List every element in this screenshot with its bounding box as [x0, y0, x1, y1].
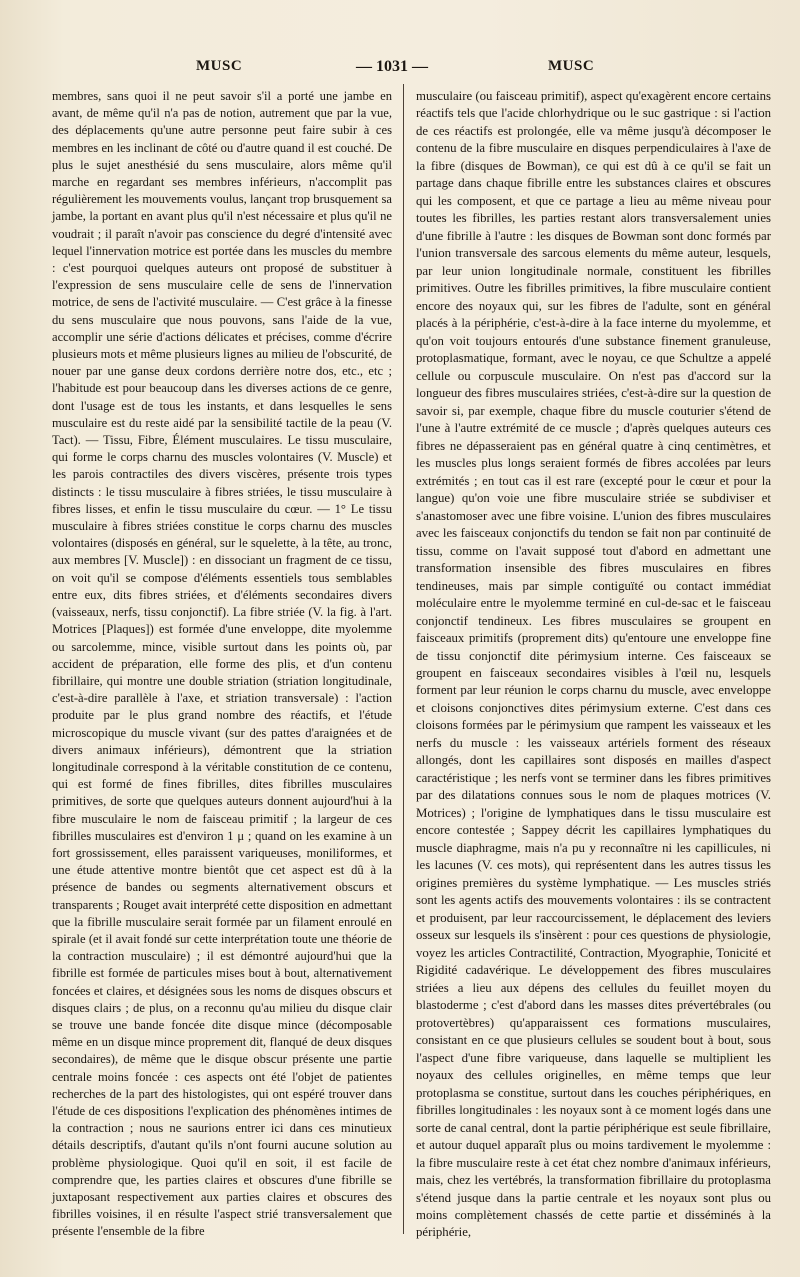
running-head-left: MUSC	[196, 58, 243, 74]
running-head	[0, 58, 800, 82]
right-column	[416, 88, 771, 1242]
running-head-right: MUSC	[548, 58, 595, 74]
column-divider	[403, 84, 404, 1234]
right-column-text: musculaire (ou faisceau primitif), aspect qu'exagèrent encore certains réactifs tels que l'acide chlorhydrique ou le suc gastrique : si l'action de ces réactifs est prolongée, elle va même jusqu'à décomposer le contenu de la fibre musculaire en disques perpendiculaires à l'axe de la fibre (disques de Bowman), ce qui est dû à ce qu'il se fait un partage dans chaque fibrille entre les substances claires et obscures qui les composent, et que ce partage a lieu au même niveau pour toutes les fibrilles, les parties restant alors transversalement unies d'une fibrille à l'autre : les disques de Bowman sont donc formés par l'union transversale des sarcous elements du même auteur, lesquels, par leur union longitudinale normale, constituent les fibrilles primitives. Outre les fibrilles primitives, la fibre musculaire contient encore des noyaux qui, sur les fibres de l'adulte, sont en général placés à la périphérie, c'est-à-dire à la face interne du myolemme, et qu'on voit toujours entourés d'une substance finement granuleuse, protoplasmatique, formant, avec le noyau, ce que Schultze a appelé cellule ou corpuscule musculaire. On n'est pas d'accord sur la longueur des fibres musculaires striées, c'est-à-dire sur la question de savoir si, par exemple, chaque fibre du muscle couturier s'étend de l'une à l'autre extrémité de ce muscle ; d'après quelques auteurs ces fibres ne dépasseraient pas en général quatre à cinq centimètres, et les muscles plus longs seraient formés de fibres accolées par leurs extrémités ; en tout cas il est rare (excepté pour le cœur et pour la langue) qu'on voie une fibre musculaire striée se subdiviser et s'anastomoser avec une fibre voisine. L'union des fibres musculaires avec les faisceaux conjonctifs du tendon se fait non par continuité de tissu, comme on l'avait supposé tout d'abord en admettant une transformation insensible des fibres musculaires en fibres tendineuses, mais par simple contiguïté ou contact immédiat moléculaire entre le myolemme terminé en cul-de-sac et le faisceau conjonctif tendineux. Les fibres musculaires se groupent en faisceaux primitifs (proprement dits) qu'entoure une enveloppe fine de tissu conjonctif dite périmysium interne. Ces faisceaux se groupent en faisceaux secondaires visibles à l'œil nu, lesquels forment par leur réunion le corps charnu du muscle, avec enveloppe et cloisons conjonctives dites périmysium externe. C'est dans ces cloisons formées par le périmysium que rampent les vaisseaux et les nerfs du muscle : les vaisseaux artériels forment des réseaux allongés, dont les capillaires sont disposés en mailles d'aspect caractéristique ; les nerfs vont se terminer dans les fibres primitives par des dilatations connues sous le nom de plaques motrices (V. Motrices) ; l'origine de lymphatiques dans le tissu musculaire est encore contestée ; Sappey décrit les capillaires lymphatiques du muscle diaphragme, mais n'a pu y reconnaître ni les capillicules, ni les lacunes (V. ces mots), qui représentent dans les autres tissus les origines premières du système lymphatique. — Les muscles striés sont les agents actifs des mouvements volontaires : ils se contractent et produisent, par leur raccourcissement, le déplacement des leviers osseux sur lesquels ils s'insèrent : pour ces questions de physiologie, voyez les articles Contractilité, Contraction, Myographie, Tonicité et Rigidité cadavérique. Le développement des fibres musculaires striées a lieu aux dépens des cellules du feuillet moyen du blastoderme ; c'est d'abord dans les masses dites prévertébrales (ou protovertèbres) qu'apparaissent ces formations musculaires, consistant en ce que plusieurs cellules se soudent bout à bout, sous l'aspect d'une fibre variqueuse, dans laquelle se multiplient les noyaux des cellules originelles, en même temps que leur protoplasma se constitue, surtout dans les couches périphériques, en fibrilles longitudinales : les noyaux sont à ce moment logés dans une sorte de canal central, dont la partie périphérique est seule fibrillaire, et autour duquel apparaît plus ou moins tardivement le myolemme : la fibre musculaire reste à cet état chez nombre d'animaux inférieurs, mais, chez les vertébrés, la transformation fibrillaire du protoplasma s'étend jusque dans la partie centrale et les noyaux sont plus ou moins complètement chassés de cette partie et disséminés à la périphérie,	[416, 89, 771, 1240]
left-column-text: membres, sans quoi il ne peut savoir s'il a porté une jambe en avant, de même qu'il n'a pas de notion, autrement que par la vue, des déplacements qu'une autre personne peut faire subir à ces membres en les inclinant de côté ou d'autre quand il est couché. De plus le sujet anesthésié du sens musculaire, alors même qu'il marche en regardant ses membres inférieurs, n'accomplit pas régulièrement les mouvements voulus, lançant trop brusquement sa jambe, la portant en avant plus qu'il n'est nécessaire et plus qu'il ne voudrait ; il paraît n'avoir pas conscience du degré d'intensité avec lequel l'innervation motrice est portée dans les muscles du membre : c'est pourquoi quelques auteurs ont proposé de substituer à l'expression de sens musculaire celle de sens de l'innervation motrice, de sens de l'activité musculaire. — C'est grâce à la finesse du sens musculaire que nous pouvons, sans l'aide de la vue, accomplir une série d'actions délicates et précises, comme d'écrire plusieurs mots et même plusieurs lignes au milieu de l'obscurité, de nouer par une ganse deux cordons derrière notre dos, etc., etc ; l'habitude est pour beaucoup dans les diverses actions de ce genre, dont l'usage est de tous les instants, et dans lesquelles le sens musculaire est du reste aidé par la sensibilité tactile de la peau (V. Tact). — Tissu, Fibre, Élément musculaires. Le tissu musculaire, qui forme le corps charnu des muscles volontaires (V. Muscle) et les parois contractiles des divers viscères, présente trois types distincts : le tissu musculaire à fibres striées, le tissu musculaire à fibres lisses, et enfin le tissu musculaire du cœur. — 1° Le tissu musculaire à fibres striées constitue le corps charnu des muscles volontaires (disposés en général, sur le squelette, à la tête, au tronc, aux membres [V. Muscle]) : en dissociant un fragment de ce tissu, on voit qu'il se compose d'éléments essentiels tous semblables entre eux, dits fibres striées, et d'éléments secondaires divers (vaisseaux, nerfs, tissu conjonctif). La fibre striée (V. la fig. à l'art. Motrices [Plaques]) est formée d'une enveloppe, dite myolemme ou sarcolemme, mince, visible surtout dans les points où, par accident de préparation, elle forme des plis, et d'un contenu fibrillaire, qui montre une double striation (striation longitudinale, c'est-à-dire parallèle à l'axe, et striation transversale) : l'action produite par le plus grand nombre des réactifs, et l'étude microscopique du muscle vivant (sur des pattes d'araignées et de divers animaux inférieurs), démontrent que la striation longitudinale correspond à la véritable constitution de ce contenu, qui est formé de fines fibrilles, dites fibrilles musculaires primitives, de sorte que quelques auteurs donnent aujourd'hui à la fibre musculaire le nom de faisceau primitif ; la largeur de ces fibrilles musculaires est d'environ 1 μ ; quand on les examine à un fort grossissement, elles paraissent variqueuses, moniliformes, et une étude attentive montre bientôt que cet aspect est dû à la présence de bandes ou segments alternativement obscurs et transparents ; Rouget avait interprété cette disposition en admettant que la fibrille musculaire serait formée par un filament enroulé en spirale (et il avait fondé sur cette interprétation toute une théorie de la contraction musculaire) ; il est démontré aujourd'hui que la fibrille est formée de particules mises bout à bout, alternativement foncées et claires, et désignées sous les noms de disques obscurs et disques clairs ; de plus, on a reconnu qu'au milieu du disque clair se trouve une bande foncée dite disque mince (décomposable même en un disque mince proprement dit, flanqué de deux disques secondaires), de même que le disque obscur présente une partie centrale moins foncée : ces aspects ont été l'objet de patientes recherches de la part des histologistes, qui ont espéré trouver dans l'étude de ces dispositions l'explication des phénomènes intimes de la contraction ; nous ne saurions entrer ici dans ces minutieux détails descriptifs, d'autant qu'ils n'ont fourni aucune solution au problème physiologique. Quoi qu'il en soit, il est facile de comprendre que, les parties claires et obscures d'une fibrille se juxtaposant respectivement aux parties claires et obscures des fibrilles voisines, il en résulte l'aspect strié transversalement que présente l'ensemble de la fibre	[52, 89, 392, 1239]
page-number: — 1031 —	[356, 58, 428, 75]
left-column	[52, 88, 392, 1241]
